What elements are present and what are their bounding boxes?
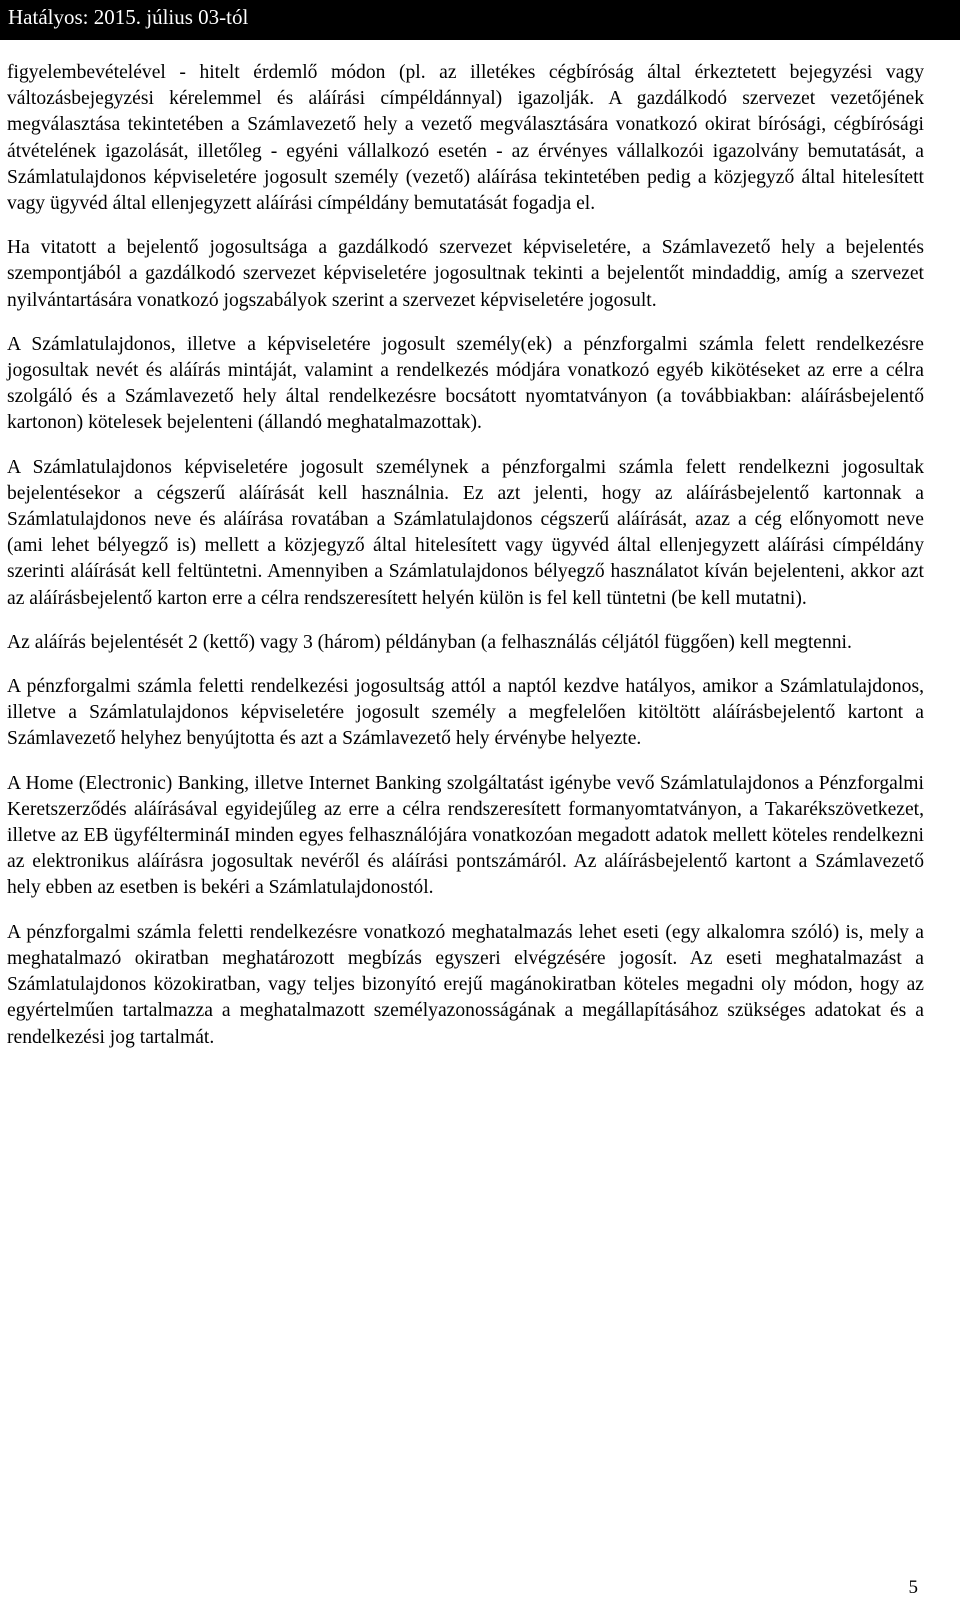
paragraph-7: A Home (Electronic) Banking, illetve Internet Banking szolgáltatást igénybe vevő Számlatulajdonos a Pénzforgalmi Keretszerződés aláírásával egyidejűleg az erre a célra rendszeresített formanyomtatványon, a Takarékszövetkezet, illetve az EB ügyféltermináI minden egyes felhasználójára vonatkozóan megadott adatok mellett köteles rendelkezni az elektronikus aláírásra jogosultak nevéről és aláírási pontszámáról. Az aláírásbejelentő kartont a Számlavezető hely ebben az esetben is bekéri a Számlatulajdonostól. (7, 772, 924, 899)
paragraph-5: Az aláírás bejelentését 2 (kettő) vagy 3 (három) példányban (a felhasználás céljától függően) kell megtenni. (7, 631, 852, 653)
paragraph-1: figyelembevételével - hitelt érdemlő módon (pl. az illetékes cégbíróság által érkeztetett bejegyzési vagy változásbejegyzési kérelemmel és aláírási címpéldánnyal) igazolják. A gazdálkodó szervezet vezetőjének megválasztása tekintetében a Számlavezető hely a vezető megválasztására vonatkozó okirat bírósági, cégbírósági átvételének igazolását, illetőleg - egyéni vállalkozó esetén - az érvényes vállalkozói igazolvány bemutatását, a Számlatulajdonos képviseletére jogosult személy (vezető) aláírása tekintetében pedig a közjegyző által hitelesített vagy ügyvéd által ellenjegyzett aláírási címpéldány bemutatását fogadja el. (7, 62, 924, 215)
paragraph-8: A pénzforgalmi számla feletti rendelkezésre vonatkozó meghatalmazás lehet eseti (egy alkalomra szóló) is, mely a meghatalmazó okiratban meghatározott megbízás egyszeri elvégzésére jogosít. Az eseti meghatalmazást a Számlatulajdonos közokiratban, vagy teljes bizonyító erejű magánokiratban köteles megadni oly módon, hogy az egyértelműen tartalmazza a meghatalmazott személyazonosságának a megállapításához szükséges adatokat és a rendelkezési jog tartalmát. (7, 921, 924, 1048)
paragraph-6: A pénzforgalmi számla feletti rendelkezési jogosultság attól a naptól kezdve hatályos, amikor a Számlatulajdonos, illetve a Számlatulajdonos képviseletére jogosult személy a megfelelően kitöltött aláírásbejelentő kartont a Számlavezető helyhez benyújtotta és azt a Számlavezető hely érvénybe helyezte. (7, 676, 924, 750)
paragraph-2: Ha vitatott a bejelentő jogosultsága a gazdálkodó szervezet képviseletére, a Számlavezető hely a bejelentés szempontjából a gazdálkodó szervezet képviseletére jogosultnak tekinti a bejelentőt mindaddig, amíg a szervezet nyilvántartására vonatkozó jogszabályok szerint a szervezet képviseletére jogosult. (7, 237, 924, 311)
paragraph-4: A Számlatulajdonos képviseletére jogosult személynek a pénzforgalmi számla felett rendelkezni jogosultak bejelentésekor a cégszerű aláírását kell használnia. Ez azt jelenti, hogy az aláírásbejelentő kartonnak a Számlatulajdonos neve és aláírása rovatában a Számlatulajdonos cégszerű aláírását, azaz a cég előnyomott neve (ami lehet bélyegző is) mellett a közjegyző által hitelesített vagy ügyvéd által ellenjegyzett aláírási címpéldány szerinti aláírását kell feltüntetni. Amennyiben a Számlatulajdonos bélyegző használatot kíván bejelenteni, akkor azt az aláírásbejelentő karton erre a célra rendszeresített helyén külön is fel kell tüntetni (be kell mutatni). (7, 456, 924, 609)
paragraph-3: A Számlatulajdonos, illetve a képviseletére jogosult személy(ek) a pénzforgalmi számla felett rendelkezésre jogosultak nevét és aláírás mintáját, valamint a rendelkezés módjára vonatkozó egyéb kikötéseket az erre a célra szolgáló és a Számlavezető hely által rendelkezésre bocsátott nyomtatványon (a továbbiakban: aláírásbejelentő kartonon) kötelesek bejelenteni (állandó meghatalmazottak). (7, 333, 924, 434)
page-number: 5 (908, 1577, 918, 1598)
page-header (0, 0, 960, 40)
document-body (7, 60, 924, 1069)
effective-date-title: Hatályos: 2015. július 03-tól (8, 5, 249, 29)
